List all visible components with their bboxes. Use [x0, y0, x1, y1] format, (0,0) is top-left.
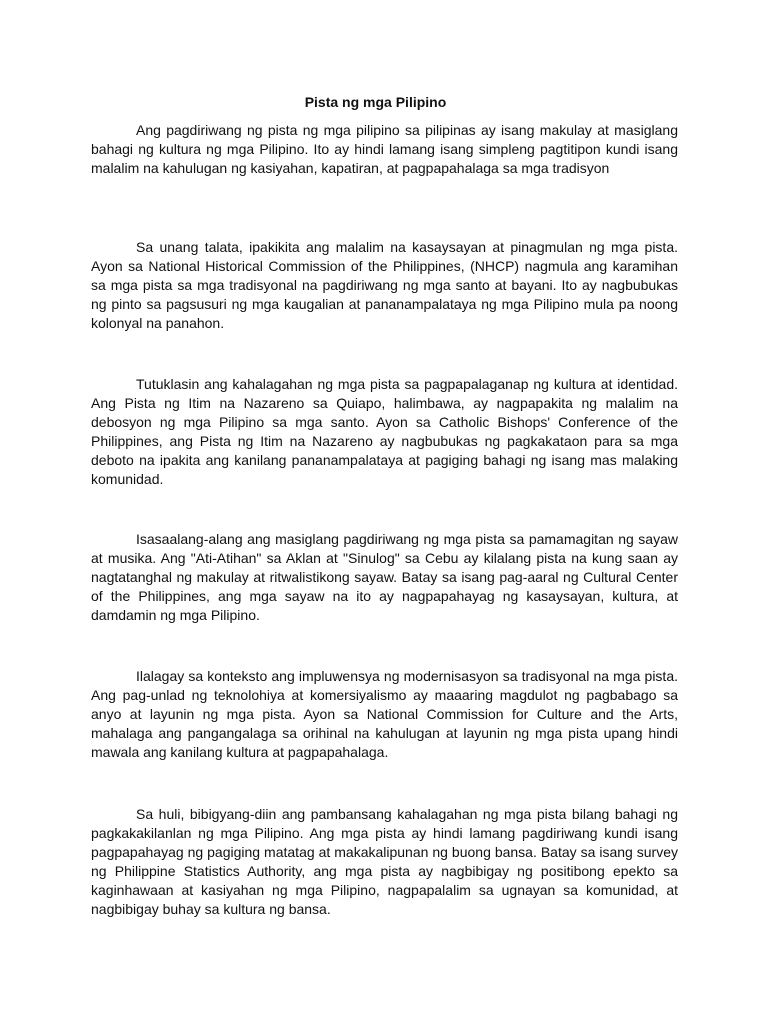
paragraph-introduction: Ang pagdiriwang ng pista ng mga pilipino sa pilipinas ay isang makulay at masiglang bahagi ng kultura ng mga Pilipino. Ito ay hindi lamang isang simpleng pagtitipon kundi isang malalim na kahulugan ng kasiyahan, kapatiran, at pagpapahalaga sa mga tradisyon — [91, 122, 678, 177]
paragraph-culture-identity: Tutuklasin ang kahalagahan ng mga pista sa pagpapalaganap ng kultura at identidad. Ang Pista ng Itim na Nazareno sa Quiapo, halimbawa, ay nagpapakita ng malalim na debosyon ng mga Pilipino sa mga santo. Ayon sa Catholic Bishops' Conference of the Philippines, ang Pista ng Itim na Nazareno ay nagbubukas ng pagkakataon para sa mga deboto na ipakita ang kanilang pananampalataya at pagiging bahagi ng isang mas malaking komunidad. — [91, 376, 678, 488]
paragraph-dance-music: Isasaalang-alang ang masiglang pagdiriwang ng mga pista sa pamamagitan ng sayaw at musika. Ang "Ati-Atihan" sa Aklan at "Sinulog" sa Cebu ay kilalang pista na kung saan ay nagtatanghal ng makulay at ritwalistikong sayaw. Batay sa isang pag-aaral ng Cultural Center of the Philippines, ang mga sayaw na ito ay nagpapahayag ng kasaysayan, kultura, at damdamin ng mga Pilipino. — [91, 531, 678, 624]
page-title: Pista ng mga Pilipino — [304, 94, 447, 110]
paragraph-history: Sa unang talata, ipakikita ang malalim na kasaysayan at pinagmulan ng mga pista. Ayon sa National Historical Commission of the Philippines, (NHCP) nagmula ang karamihan sa mga pista sa mga tradisyonal na pagdiriwang ng mga santo at bayani. Ito ay nagbubukas ng pinto sa pagsusuri ng mga kaugalian at pananampalataya ng mga Pilipino mula pa noong kolonyal na panahon. — [91, 239, 678, 332]
paragraph-modernization: Ilalagay sa konteksto ang impluwensya ng modernisasyon sa tradisyonal na mga pista. Ang pag-unlad ng teknolohiya at komersiyalismo ay maaaring magdulot ng pagbabago sa anyo at layunin ng mga pista. Ayon sa National Commission for Culture and the Arts, mahalaga ang pangangalaga sa orihinal na kahulugan at layunin ng mga pista upang hindi mawala ang kanilang kultura at pagpapahalaga. — [91, 668, 678, 761]
paragraph-conclusion: Sa huli, bibigyang-diin ang pambansang kahalagahan ng mga pista bilang bahagi ng pagkakakilanlan ng mga Pilipino. Ang mga pista ay hindi lamang pagdiriwang kundi isang pagpapahayag ng pagiging matatag at makakalipunan ng buong bansa. Batay sa isang survey ng Philippine Statistics Authority, ang mga pista ay nagbibigay ng positibong epekto sa kaginhawaan at kasiyahan ng mga Pilipino, nagpapalalim sa ugnayan sa komunidad, at nagbibigay buhay sa kultura ng bansa. — [91, 806, 678, 918]
